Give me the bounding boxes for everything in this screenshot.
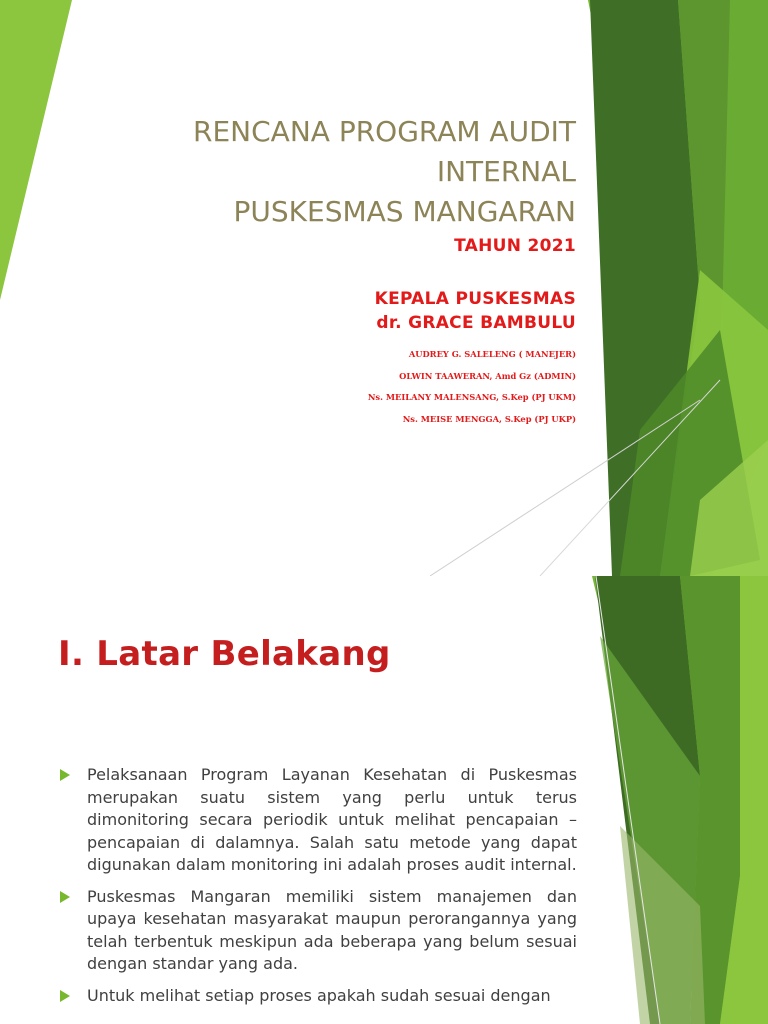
slide-title [76,112,576,232]
head-of-puskesmas [156,287,576,335]
team-member: Ns. MEILANY MALENSANG, S.Kep (PJ UKM) [367,392,576,402]
bullet-text: Puskesmas Mangaran memiliki sistem manajemen dan upaya kesehatan masyarakat maupun perorangannya yang telah terbentuk meskipun ada beberapa yang belum sesuai dengan standar yang ada. [87,886,577,973]
year-label: TAHUN 2021 [454,236,576,256]
team-member: AUDREY G. SALELENG ( MANEJER) [408,349,576,359]
list-item [60,886,577,976]
background-slide [0,576,768,1024]
bullet-text: Untuk melihat setiap proses apakah sudah sesuai dengan [87,985,551,1005]
list-item [60,764,577,877]
section-title: I. Latar Belakang [58,634,391,674]
team-member: Ns. MEISE MENGGA, S.Kep (PJ UKP) [402,413,576,424]
bullet-text: Pelaksanaan Program Layanan Kesehatan di Puskesmas merupakan suatu sistem yang perlu untuk terus dimonitoring secara periodik untuk melihat pencapaian – pencapaian di dalamnya. Salah satu metode yang dapat digunakan dalam monitoring ini adalah proses audit internal. [87,765,577,874]
head-name: dr. GRACE BAMBULU [376,313,576,333]
title-line-3: PUSKESMAS MANGARAN [233,195,576,228]
triangle-bullet-icon [60,769,70,781]
team-list [156,346,576,432]
triangle-bullet-icon [60,891,70,903]
list-item [60,985,577,1008]
title-line-1: RENCANA PROGRAM AUDIT [193,115,576,148]
team-member: OLWIN TAAWERAN, Amd Gz (ADMIN) [399,370,576,381]
title-line-2: INTERNAL [436,155,576,188]
head-label: KEPALA PUSKESMAS [374,289,576,309]
bullet-list [60,764,577,1016]
triangle-bullet-icon [60,990,70,1002]
